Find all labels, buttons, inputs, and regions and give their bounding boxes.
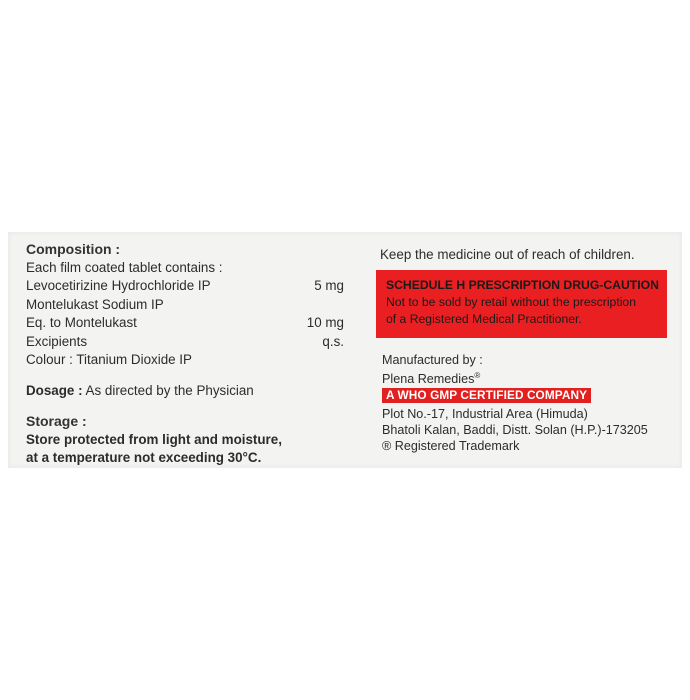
keep-away-notice: Keep the medicine out of reach of children.	[380, 247, 635, 262]
ingredient-name: Colour : Titanium Dioxide IP	[26, 352, 192, 367]
warning-line-2: of a Registered Medical Practitioner.	[386, 312, 582, 326]
gmp-badge-wrap	[382, 387, 674, 406]
warning-title: SCHEDULE H PRESCRIPTION DRUG-CAUTION	[386, 278, 659, 292]
manufacturer-name: Plena Remedies	[382, 372, 475, 387]
warning-line-1: Not to be sold by retail without the prescription	[386, 295, 636, 309]
ingredient-qty: q.s.	[322, 333, 344, 349]
ingredient-qty: 5 mg	[314, 278, 344, 293]
storage-heading: Storage :	[26, 413, 87, 429]
ingredient-name: Eq. to Montelukast	[26, 315, 137, 330]
storage-line-2: at a temperature not exceeding 30°C.	[26, 450, 262, 465]
ingredient-row	[26, 333, 346, 352]
composition-intro: Each film coated tablet contains :	[26, 259, 223, 275]
composition-column	[26, 240, 346, 468]
gmp-certified-badge: A WHO GMP CERTIFIED COMPANY	[382, 388, 591, 403]
manufactured-by-label: Manufactured by :	[382, 353, 483, 367]
storage-line-1: Store protected from light and moisture,	[26, 431, 282, 447]
trademark-note: ® Registered Trademark	[382, 439, 520, 454]
dosage-line	[26, 382, 346, 401]
warning-column	[374, 246, 674, 454]
address-line-1: Plot No.-17, Industrial Area (Himuda)	[382, 407, 588, 422]
ingredient-row	[26, 314, 346, 333]
address-line-2: Bhatoli Kalan, Baddi, Distt. Solan (H.P.)-173205	[382, 423, 648, 438]
ingredient-row	[26, 296, 346, 315]
ingredient-qty: 10 mg	[306, 315, 344, 330]
ingredient-qty	[344, 351, 346, 370]
schedule-h-warning-box	[376, 270, 667, 338]
medicine-label	[8, 232, 682, 468]
ingredient-qty	[344, 296, 346, 315]
ingredient-row	[26, 351, 346, 370]
ingredient-row	[26, 277, 346, 296]
ingredient-name: Montelukast Sodium IP	[26, 296, 164, 312]
registered-mark: ®	[474, 371, 481, 380]
dosage-label: Dosage :	[26, 382, 83, 398]
manufacturer-block	[382, 352, 674, 454]
ingredient-name: Excipients	[26, 333, 88, 349]
manufacturer-name-line	[382, 368, 674, 387]
composition-heading: Composition :	[26, 241, 121, 257]
ingredient-name: Levocetirizine Hydrochloride IP	[26, 278, 211, 293]
dosage-text: As directed by the Physician	[82, 382, 254, 398]
